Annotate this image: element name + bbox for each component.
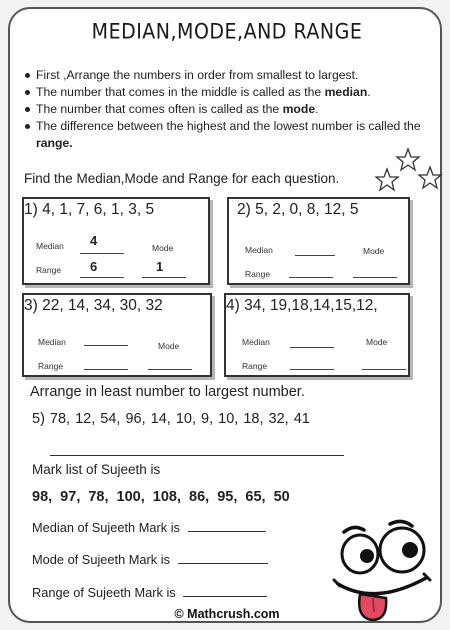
answer-blank: [188, 520, 266, 532]
mode-label: Mode: [152, 243, 174, 253]
range-label: Range: [242, 361, 268, 371]
answer-blank: [183, 585, 267, 597]
mode-label: Mode: [363, 246, 385, 256]
range-question: Range of Sujeeth Mark is: [32, 585, 267, 600]
question-1-numbers: 1) 4, 1, 7, 6, 1, 3, 5: [24, 201, 155, 218]
rules-list: [24, 67, 424, 152]
mode-label: Mode: [158, 341, 180, 351]
question-3-numbers: 3) 22, 14, 34, 30, 32: [24, 297, 163, 314]
median-answer-line: [84, 345, 128, 346]
median-answer: 4: [90, 233, 98, 248]
median-answer-line: [80, 253, 124, 254]
question-box-2: [227, 197, 410, 285]
mode-answer-line: [148, 369, 192, 370]
median-answer-line: [290, 347, 334, 348]
mode-answer-line: [353, 277, 397, 278]
rule-item: The difference between the highest and the lowest number is called the range.: [24, 118, 424, 152]
mode-answer: 1: [156, 259, 164, 274]
range-answer-line: [290, 369, 334, 370]
range-answer: 6: [90, 259, 98, 274]
mode-answer-line: [142, 277, 186, 278]
mode-answer-line: [362, 369, 406, 370]
rule-item: The number that comes in the middle is called as the median.: [24, 84, 424, 101]
median-answer-line: [295, 255, 335, 256]
median-question: Median of Sujeeth Mark is: [32, 520, 266, 535]
question-box-3: [22, 293, 212, 377]
range-label: Range: [36, 265, 62, 275]
question-box-1: [22, 197, 210, 285]
question-4-numbers: 4) 34, 19,18,14,15,12,: [226, 297, 378, 314]
median-label: Median: [242, 337, 270, 347]
instruction-text: Find the Median,Mode and Range for each question.: [24, 171, 340, 186]
median-label: Median: [38, 337, 66, 347]
answer-line: [50, 455, 344, 456]
range-answer-line: [84, 369, 128, 370]
mode-label: Mode: [366, 337, 388, 347]
mark-list: 98, 97, 78, 100, 108, 86, 95, 65, 50: [32, 489, 290, 505]
arrange-heading: Arrange in least number to largest number.: [30, 384, 305, 400]
rule-item: The number that comes often is called as the mode.: [24, 101, 424, 118]
mark-list-title: Mark list of Sujeeth is: [32, 462, 161, 477]
range-label: Range: [245, 269, 271, 279]
question-box-4: [224, 293, 410, 377]
mode-question: Mode of Sujeeth Mark is: [32, 552, 268, 567]
range-answer-line: [289, 277, 333, 278]
answer-blank: [178, 552, 268, 564]
range-label: Range: [38, 361, 64, 371]
footer-copyright: © Mathcrush.com: [174, 607, 280, 621]
rule-item: First ,Arrange the numbers in order from smallest to largest.: [24, 67, 424, 84]
worksheet-title: MEDIAN,MODE,AND RANGE: [91, 19, 363, 45]
question-5-numbers: 5) 78, 12, 54, 96, 14, 10, 9, 10, 18, 32, 41: [32, 411, 310, 427]
median-label: Median: [36, 241, 64, 251]
worksheet: [8, 7, 442, 623]
question-2-numbers: 2) 5, 2, 0, 8, 12, 5: [237, 201, 359, 218]
median-label: Median: [245, 245, 273, 255]
range-answer-line: [80, 277, 124, 278]
